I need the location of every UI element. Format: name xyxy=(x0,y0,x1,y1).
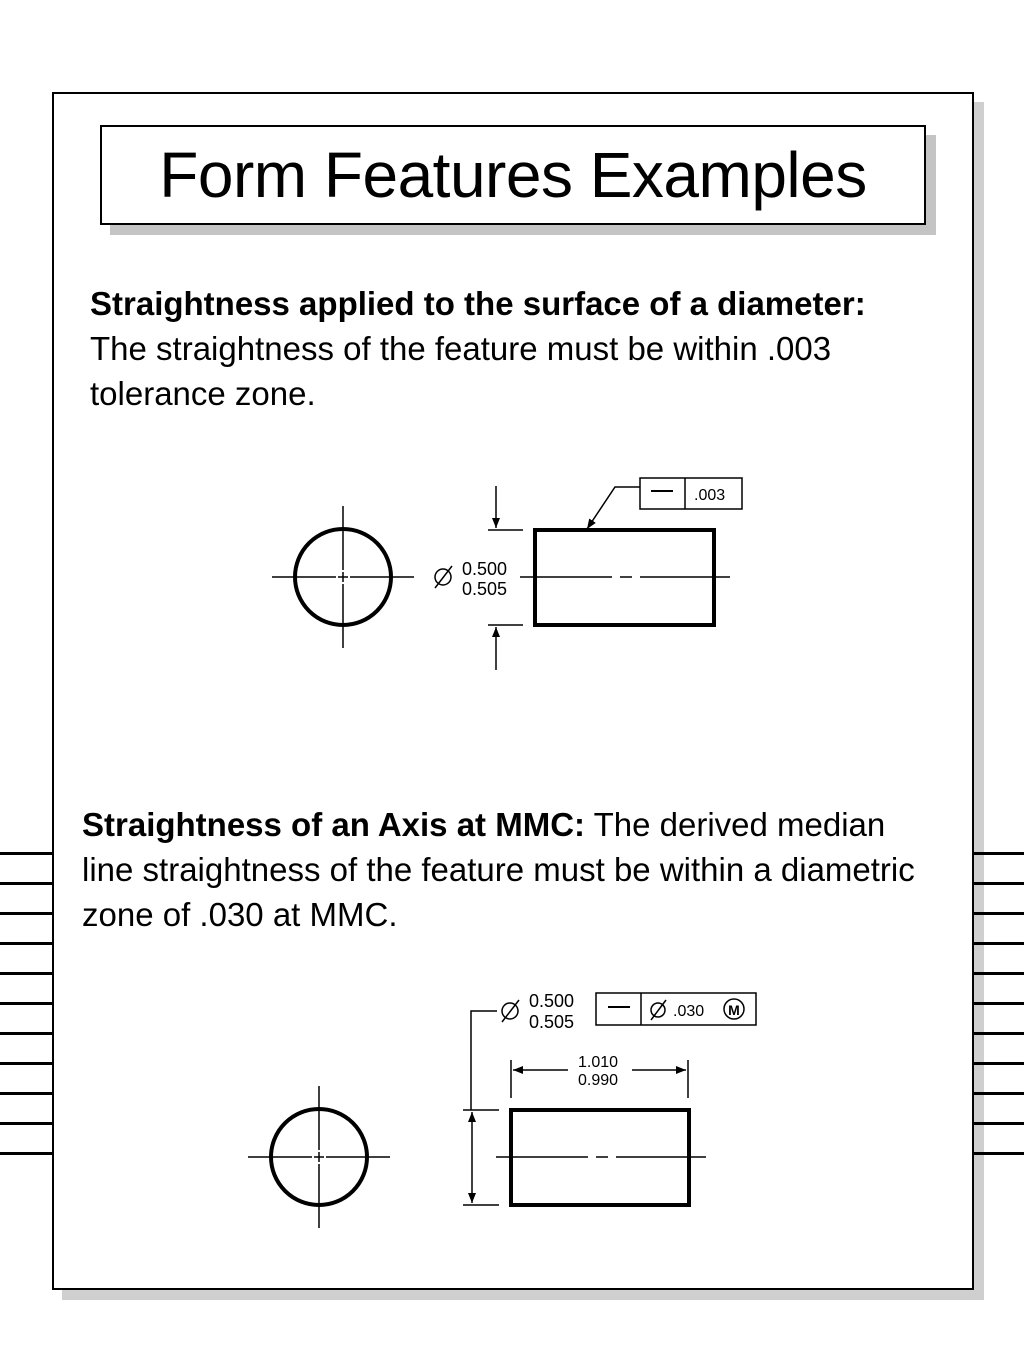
diagram1-dimension xyxy=(435,486,523,670)
section2-heading: Straightness of an Axis at MMC: xyxy=(82,806,586,843)
diagram2-diameter-upper: 0.500 xyxy=(529,991,575,1011)
section1-body: The straightness of the feature must be within .003 tolerance zone. xyxy=(90,330,832,412)
diagram1-diameter-upper: 0.500 xyxy=(462,559,508,579)
diagram2-diameter-dimension xyxy=(463,991,574,1205)
diagram2 xyxy=(248,991,756,1228)
diagram2-length-dimension xyxy=(511,1054,688,1098)
diagram2-diameter-lower: 0.505 xyxy=(529,1012,575,1032)
diagram1 xyxy=(272,478,742,670)
page-title: Form Features Examples xyxy=(159,139,867,211)
diagram2-length-lower: 0.990 xyxy=(577,1072,619,1089)
section1-heading: Straightness applied to the surface of a diameter: xyxy=(90,285,866,322)
section2-body: The derived median line straightness of the feature must be within a diametric zone of .030 at MMC. xyxy=(82,806,915,933)
diameter-symbol xyxy=(502,1000,519,1022)
diagram1-side-view xyxy=(520,530,730,625)
diagram2-length-upper: 1.010 xyxy=(577,1054,619,1071)
diameter-symbol xyxy=(435,566,452,588)
diagram2-end-view xyxy=(248,1086,390,1228)
mmc-modifier: M xyxy=(728,1002,740,1018)
diagram1-end-view xyxy=(272,506,414,648)
diagram1-diameter-lower: 0.505 xyxy=(462,579,508,599)
diagram2-tolerance: .030 xyxy=(673,1003,705,1020)
diagram2-feature-control-frame xyxy=(596,993,756,1025)
diagram1-feature-control-frame xyxy=(587,478,742,529)
diagram2-side-view xyxy=(496,1110,706,1205)
diagram1-tolerance: .003 xyxy=(694,487,726,504)
